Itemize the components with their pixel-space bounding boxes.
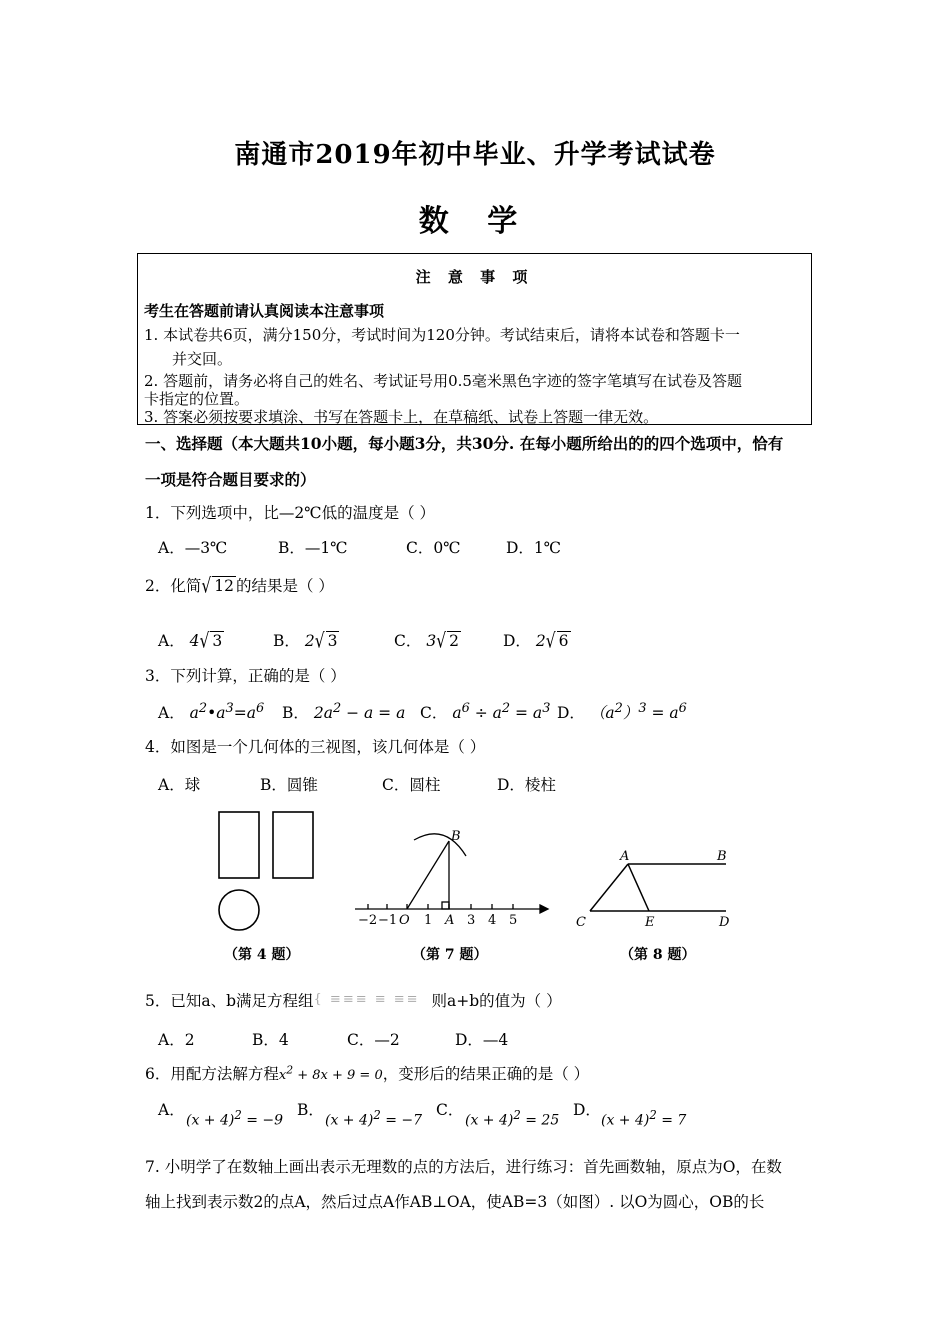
fig7-tick-3: 3 [467, 913, 476, 928]
fig8-label-a: A [620, 849, 630, 864]
q2-rad-d: 6 [558, 632, 569, 650]
q2-stem [145, 574, 334, 596]
q6-option-b [297, 1098, 324, 1120]
q5-stem-suffix: 则a+b的值为（ ） [431, 992, 562, 1010]
q2-rad-c: 2 [449, 632, 459, 650]
caption-fig8: （第 8 题） [620, 947, 696, 963]
q5-option-d: D．—4 [455, 1031, 509, 1049]
fig8-label-d: D [719, 915, 730, 930]
subject-title: 数 学 [418, 204, 532, 239]
q2-radicand: 12 [214, 577, 234, 595]
fig7-label-b: B [451, 829, 461, 844]
segment-ae [628, 864, 649, 911]
fig7-tick-1: 1 [424, 913, 433, 928]
q2-rad-b: 3 [327, 632, 338, 650]
q6-formula-a: $(x + 4)^2 = -9$ [186, 1108, 284, 1129]
q2-coeff-c: 3 [426, 632, 437, 650]
q6-option-c [436, 1098, 463, 1120]
q4-stem: 4．如图是一个几何体的三视图，该几何体是（ ） [145, 738, 486, 756]
section-header-line2: 一项是符合题目要求的） [145, 470, 316, 489]
q5-option-a: A．2 [158, 1031, 195, 1049]
q6-label-c: C． [436, 1101, 464, 1119]
q3-stem: 3．下列计算，正确的是（ ） [145, 667, 346, 685]
segment-ob [407, 841, 449, 909]
sqrt-icon: √ [199, 629, 210, 653]
segment-ac [590, 864, 628, 911]
q2-label-a: A． [158, 632, 185, 650]
q6-option-a [158, 1098, 185, 1120]
q5-option-c: C．—2 [347, 1031, 400, 1049]
q2-label-b: B． [273, 632, 300, 650]
q2-coeff-b: 2 [304, 632, 315, 650]
figures-svg [200, 808, 760, 973]
q1-option-c: C．0℃ [406, 539, 461, 557]
q6-formula-d: $(x + 4)^2 = 7$ [601, 1108, 687, 1129]
q2-option-c [394, 629, 461, 651]
q6-rhs-a: −9 [262, 1112, 284, 1129]
notice-subtitle: 考生在答题前请认真阅读本注意事项 [144, 302, 385, 320]
arrow-icon [540, 905, 548, 913]
q5-stem [145, 989, 562, 1012]
notice-item-2-cont: 卡指定的位置。 [144, 390, 250, 408]
q6-stem-suffix: ，变形后的结果正确的是（ ） [382, 1065, 590, 1083]
q1-option-d: D．1℃ [506, 539, 562, 557]
q3-label-d: D． [557, 704, 585, 723]
sqrt-icon: √ [314, 629, 325, 653]
q6-label-b: B． [297, 1101, 324, 1119]
q2-label-c: C． [394, 632, 422, 650]
q6-rhs-d: 7 [677, 1112, 687, 1129]
q3-label-a: A． [158, 704, 185, 723]
fig8-label-b: B [717, 849, 727, 864]
figure-7 [355, 834, 548, 913]
notice-item-2: 2. 答题前，请务必将自己的姓名、考试证号用0.5毫米黑色字迹的签字笔填写在试卷及答题 [144, 372, 742, 390]
fig7-label-o: O [399, 913, 410, 928]
q3-label-c: C． [420, 704, 448, 723]
q5-option-b: B．4 [252, 1031, 289, 1049]
q2-label-d: D． [503, 632, 531, 650]
q1-stem: 1．下列选项中，比—2℃低的温度是（ ） [145, 504, 435, 522]
q1-option-a: A．—3℃ [158, 539, 228, 557]
q6-stem [145, 1062, 589, 1084]
notice-item-1: 1. 本试卷共6页，满分150分，考试时间为120分钟。考试结束后，请将本试卷和答题卡一 [144, 326, 740, 344]
sqrt-icon: √ [201, 574, 212, 598]
figure-8 [590, 864, 726, 911]
sqrt-icon: √ [545, 629, 556, 653]
q2-stem-prefix: 2．化简 [145, 577, 202, 595]
q2-coeff-a: 4 [189, 632, 200, 650]
notice-item-1-cont: 并交回。 [172, 350, 233, 368]
right-angle-mark [442, 902, 449, 909]
q6-equation: $x^2 + 8x + 9 = 0$ [278, 1063, 383, 1083]
q4-option-d: D．棱柱 [497, 776, 556, 794]
q5-stem-prefix: 5．已知a、b满足方程组 [145, 992, 314, 1010]
q6-rhs-c: 25 [541, 1112, 560, 1129]
notice-title: 注 意 事 项 [415, 268, 534, 286]
sqrt-icon: √ [436, 629, 447, 653]
q6-formula-c: $(x + 4)^2 = 25$ [465, 1108, 560, 1129]
q7-line2: 轴上找到表示数2的点A，然后过点A作AB⊥OA，使AB=3（如图）. 以O为圆心，OB的长 [145, 1193, 765, 1211]
q3-formula-c: $a^6 \div a^2 = a^3$ [452, 701, 551, 723]
section-header-line1: 一、选择题（本大题共10小题，每小题3分，共30分. 在每小题所给出的的四个选项中，恰有 [145, 434, 784, 453]
q6-formula-b: $(x + 4)^2 = -7$ [325, 1108, 423, 1129]
q6-label-a: A． [158, 1101, 185, 1119]
notice-item-3: 3. 答案必须按要求填涂、书写在答题卡上，在草稿纸、试卷上答题一律无效。 [144, 408, 659, 426]
side-view-rect [273, 812, 313, 878]
q2-option-d [503, 629, 571, 651]
fig7-tick-5: 5 [509, 913, 518, 928]
q4-option-a: A．球 [158, 776, 201, 794]
front-view-rect [219, 812, 259, 878]
q3-formula-b: $2a^2 - a = a$ [313, 701, 406, 723]
q2-coeff-d: 2 [535, 632, 546, 650]
q1-option-b: B．—1℃ [278, 539, 348, 557]
q3-label-b: B． [282, 704, 309, 723]
q3-option-d [557, 701, 687, 723]
q3-formula-d: $(a^2)^3 = a^6$ [589, 701, 687, 723]
figure-4 [219, 812, 313, 930]
fig7-tick-neg1: −1 [378, 913, 398, 928]
q3-formula-a: $a^2•a^3=a^6$ [189, 701, 265, 723]
fig7-tick-4: 4 [488, 913, 497, 928]
fig8-label-c: C [576, 915, 586, 930]
fig7-label-a: A [445, 913, 455, 928]
q7-line1: 7. 小明学了在数轴上画出表示无理数的点的方法后，进行练习：首先画数轴，原点为O，在数 [145, 1158, 782, 1176]
q2-stem-suffix: 的结果是（ ） [236, 577, 334, 595]
caption-fig7: （第 7 题） [412, 947, 488, 963]
q2-option-b [273, 629, 339, 651]
q4-option-b: B．圆锥 [260, 776, 318, 794]
exam-title: 南通市2019年初中毕业、升学考试试卷 [234, 140, 716, 170]
q2-option-a [158, 629, 224, 651]
q3-option-a [158, 701, 264, 723]
q6-label-d: D． [573, 1101, 601, 1119]
equation-system-icon: { ≡≡≡ ≡ ≡≡ [313, 992, 420, 1007]
q6-stem-prefix: 6．用配方法解方程 [145, 1065, 279, 1083]
q6-option-d [573, 1098, 601, 1120]
notice-box [137, 253, 812, 425]
q3-option-c [420, 701, 550, 723]
q6-rhs-b: −7 [401, 1112, 423, 1129]
q4-option-c: C．圆柱 [382, 776, 441, 794]
fig8-label-e: E [645, 915, 655, 930]
caption-fig4: （第 4 题） [224, 947, 300, 963]
q2-rad-a: 3 [212, 632, 223, 650]
top-view-circle [219, 890, 259, 930]
q3-option-b [282, 701, 405, 723]
fig7-tick-neg2: −2 [358, 913, 378, 928]
